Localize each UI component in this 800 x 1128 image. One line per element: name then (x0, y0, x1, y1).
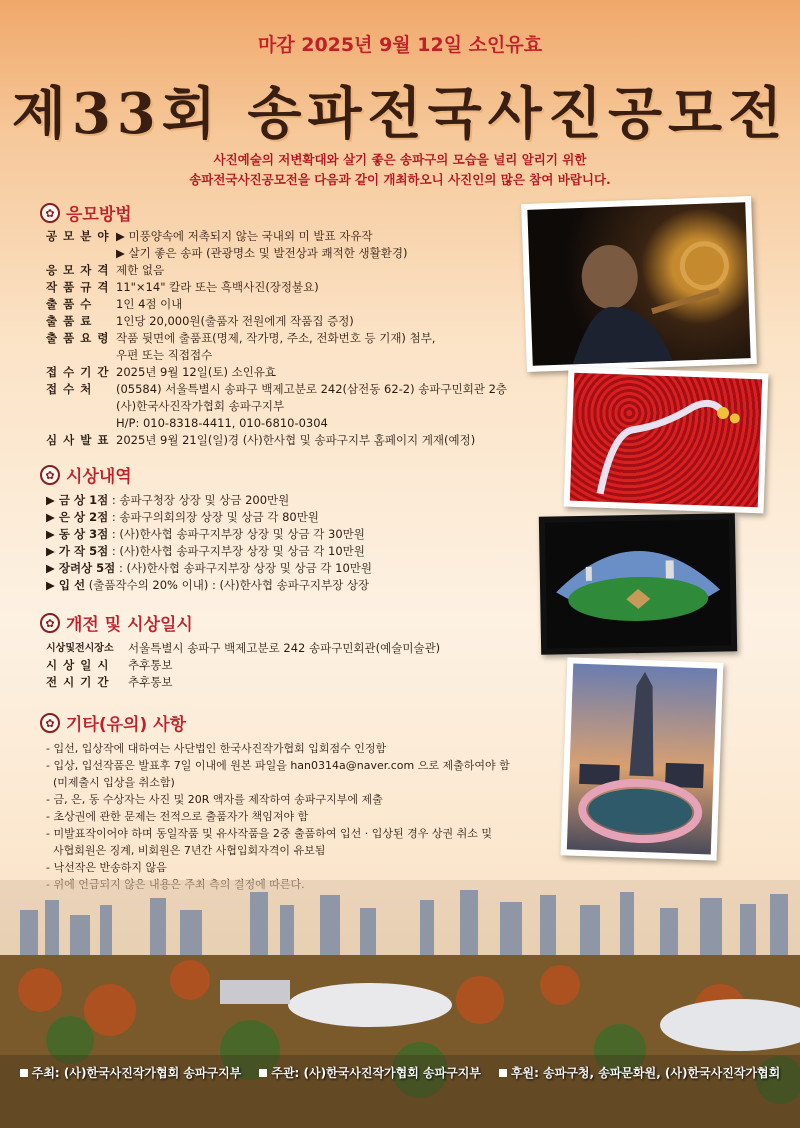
method-row (46, 381, 507, 398)
row-value: H/P: 010-8318-4411, 010-6810-0304 (116, 416, 328, 430)
award-desc: : 송파구청장 상장 및 상금 200만원 (111, 493, 290, 507)
note-item: (미제출시 입상을 취소함) (46, 776, 175, 789)
photo-tower (561, 657, 724, 860)
exhibition-row (46, 674, 172, 691)
award-desc: : (사)한사협 송파구지부장 상장 및 상금 각 30만원 (111, 527, 365, 541)
method-row (46, 313, 354, 330)
method-row (46, 262, 164, 279)
dragon-illustration (570, 373, 762, 507)
row-label (46, 245, 116, 262)
row-label: 작 품 규 격 (46, 280, 110, 294)
method-row (46, 330, 435, 347)
note-item: - 낙선작은 반송하지 않음 (46, 861, 167, 874)
award-desc: : (사)한사협 송파구지부장 상장 및 상금 각 10만원 (118, 561, 372, 575)
photo-craftsman (521, 196, 757, 372)
row-label: 출 품 수 (46, 297, 93, 311)
row-label: 접 수 기 간 (46, 365, 110, 379)
row-label (46, 347, 116, 364)
square-bullet-icon (259, 1069, 267, 1077)
footer-organizer: 주관: (사)한국사진작가협회 송파구지부 (259, 1064, 481, 1081)
city-panorama (0, 880, 800, 1128)
method-row (46, 228, 373, 245)
row-label: 응 모 자 격 (46, 263, 110, 277)
award-name: ▶ 장려상 5점 (46, 561, 116, 575)
row-value: 서울특별시 송파구 백제고분로 242 송파구민회관(예술미술관) (128, 641, 441, 655)
row-value: ▶ 미풍양속에 저촉되지 않는 국내외 미 발표 자유작 (116, 229, 373, 243)
method-row (46, 398, 284, 415)
section-title: 응모방법 (66, 205, 132, 225)
section-heading-method (40, 200, 132, 225)
row-label: 출 품 료 (46, 314, 93, 328)
craftsman-illustration (527, 202, 750, 366)
emblem-icon: ✿ (40, 203, 60, 223)
row-value: 제한 없음 (116, 263, 165, 277)
intro-text (0, 150, 800, 190)
row-label: 시 상 일 시 (46, 658, 110, 672)
section-heading-awards (40, 462, 132, 487)
row-value: 1인당 20,000원(출품자 전원에게 작품집 증정) (116, 314, 354, 328)
intro-line-1: 사진예술의 저변확대와 살기 좋은 송파구의 모습을 널리 알리기 위한 (213, 152, 587, 167)
deadline-banner: 마감 2025년 9월 12일 소인유효 (257, 34, 543, 56)
row-label: 공 모 분 야 (46, 229, 110, 243)
award-name: ▶ 금 상 1점 (46, 493, 109, 507)
award-name: ▶ 입 선 (46, 578, 86, 592)
row-value: (사)한국사진작가협회 송파구지부 (116, 399, 285, 413)
exhibition-row (46, 640, 440, 657)
method-row (46, 296, 182, 313)
award-row (46, 543, 365, 560)
tower-illustration (567, 664, 717, 855)
stadium-illustration (545, 519, 731, 648)
row-label (46, 415, 116, 432)
note-item: - 금, 은, 동 수상자는 사진 및 20R 액자를 제작하여 송파구지부에 제출 (46, 793, 383, 806)
row-label: 시상및전시장소 (46, 643, 114, 654)
row-value: 추후통보 (128, 675, 173, 689)
award-row (46, 526, 365, 543)
poster-title: 제33회 송파전국사진공모전 (11, 81, 789, 147)
section-title: 개전 및 시상일시 (66, 615, 193, 635)
row-value: 우편 또는 직접접수 (116, 348, 213, 362)
section-heading-notes (40, 710, 186, 735)
award-desc: (출품작수의 20% 이내) : (사)한사협 송파구지부장 상장 (88, 578, 370, 592)
note-item: - 입상, 입선작품은 발표후 7일 이내에 원본 파일을 han0314a@naver.com 으로 제출하여야 함 (46, 759, 510, 772)
section-heading-exhibition (40, 610, 193, 635)
row-value: 추후통보 (128, 658, 173, 672)
row-label: 접 수 처 (46, 382, 93, 396)
row-value: ▶ 살기 좋은 송파 (관광명소 및 발전상과 쾌적한 생활환경) (116, 246, 408, 260)
method-row (46, 432, 475, 449)
emblem-icon: ✿ (40, 613, 60, 633)
row-value: (05584) 서울특별시 송파구 백제고분로 242(삼전동 62-2) 송파구민회관 2층 (116, 382, 507, 396)
award-row (46, 577, 369, 594)
photo-stadium (539, 513, 737, 654)
emblem-icon: ✿ (40, 713, 60, 733)
skyline-illustration (0, 880, 800, 1128)
row-value: 2025년 9월 12일(토) 소인유효 (116, 365, 277, 379)
award-name: ▶ 은 상 2점 (46, 510, 109, 524)
award-row (46, 492, 289, 509)
row-value: 1인 4점 이내 (116, 297, 183, 311)
note-item: - 입선, 입상작에 대하여는 사단법인 한국사진작가협회 입회점수 인정함 (46, 742, 387, 755)
row-label: 출 품 요 령 (46, 331, 110, 345)
award-name: ▶ 동 상 3점 (46, 527, 109, 541)
award-row (46, 560, 372, 577)
method-row (46, 415, 328, 432)
row-label (46, 398, 116, 415)
row-label: 심 사 발 표 (46, 433, 110, 447)
note-item: - 미발표작이어야 하며 동일작품 및 유사작품을 2중 출품하여 입선 · 입상된 경우 상권 취소 및 (46, 827, 492, 840)
row-value: 11"×14" 칼라 또는 흑백사진(장정불요) (116, 280, 319, 294)
section-title: 기타(유의) 사항 (66, 715, 186, 735)
footer-host: 주최: (사)한국사진작가협회 송파구지부 (20, 1064, 242, 1081)
method-row (46, 347, 212, 364)
award-desc: : 송파구의회의장 상장 및 상금 각 80만원 (111, 510, 319, 524)
note-item: - 초상권에 관한 문제는 전적으로 출품자가 책임져야 함 (46, 810, 309, 823)
method-row (46, 245, 407, 262)
note-item: 사협회원은 징계, 비회원은 7년간 사협입회자격이 유보됨 (46, 844, 326, 857)
row-label: 전 시 기 간 (46, 675, 110, 689)
section-title: 시상내역 (66, 467, 132, 487)
award-desc: : (사)한사협 송파구지부장 상장 및 상금 각 10만원 (111, 544, 365, 558)
exhibition-row (46, 657, 172, 674)
photo-lanterns (564, 367, 769, 514)
method-row (46, 364, 276, 381)
square-bullet-icon (20, 1069, 28, 1077)
square-bullet-icon (499, 1069, 507, 1077)
award-row (46, 509, 319, 526)
award-name: ▶ 가 작 5점 (46, 544, 109, 558)
row-value: 2025년 9월 21일(일)경 (사)한사협 및 송파구지부 홈페이지 게재(예정) (116, 433, 476, 447)
row-value: 작품 뒷면에 출품표(명제, 작가명, 주소, 전화번호 등 기재) 첨부, (116, 331, 436, 345)
intro-line-2: 송파전국사진공모전을 다음과 같이 개최하오니 사진인의 많은 참여 바랍니다. (189, 172, 611, 187)
footer-sponsor: 후원: 송파구청, 송파문화원, (사)한국사진작가협회 (499, 1064, 780, 1081)
footer-credits (0, 1064, 800, 1081)
emblem-icon: ✿ (40, 465, 60, 485)
method-row (46, 279, 319, 296)
